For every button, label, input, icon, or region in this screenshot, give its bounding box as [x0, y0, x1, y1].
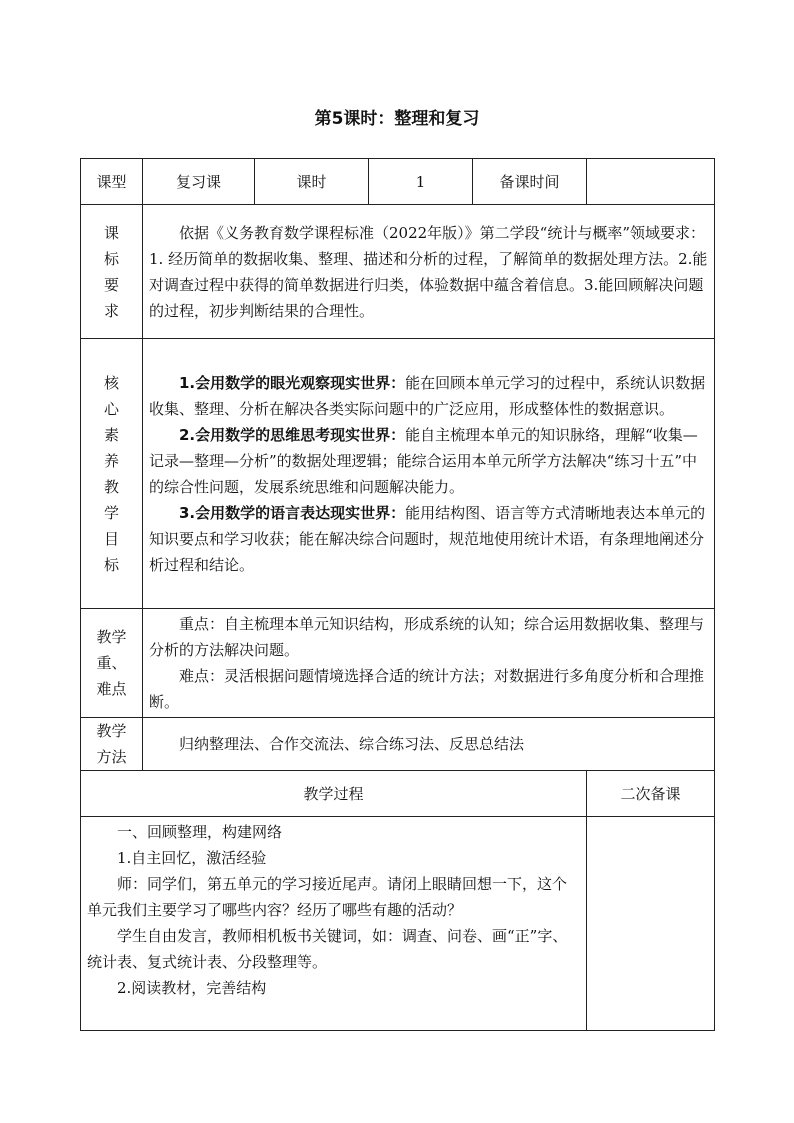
literacy-label: 核 心 素 养 教 学 目 标 — [81, 339, 143, 609]
second-prep-cell — [587, 817, 715, 1031]
methods-label: 教学 方法 — [81, 718, 143, 771]
page-title: 第5课时：整理和复习 — [314, 109, 480, 129]
curriculum-row — [81, 205, 715, 339]
curriculum-text: 依据《义务教育数学课程标准（2022年版）》第二学段“统计与概率”领域要求：1. 经历简单的数据收集、整理、描述和分析的过程，了解简单的数据处理方法。2.能对调查过程中获得的简单数据进行归类，体验数据中蕴含着信息。3.能回顾解决问题的过程，初步判断结果的合理性。 — [149, 223, 708, 320]
curriculum-label: 课 标 要 求 — [81, 205, 143, 339]
process-line: 学生自由发言，教师相机板书关键词，如：调查、问卷、画“正”字、统计表、复式统计表、分段整理等。 — [87, 927, 568, 971]
type-label: 课型 — [81, 159, 143, 205]
lesson-plan-table — [80, 158, 715, 1031]
process-line: 2.阅读教材，完善结构 — [117, 979, 267, 997]
second-prep-header: 二次备课 — [587, 771, 715, 817]
type-value: 复习课 — [143, 159, 255, 205]
hours-value: 1 — [369, 159, 473, 205]
hours-label: 课时 — [255, 159, 369, 205]
process-header: 教学过程 — [81, 771, 587, 817]
methods-text: 归纳整理法、合作交流法、综合练习法、反思总结法 — [179, 735, 525, 753]
curriculum-text-cell — [143, 205, 715, 339]
methods-text-cell — [143, 718, 715, 771]
process-body-row — [81, 817, 715, 1031]
key-points-label: 教学 重、 难点 — [81, 609, 143, 718]
literacy-item: 2.会用数学的思维思考现实世界：能自主梳理本单元的知识脉络，理解“收集—记录—整理—分析”的数据处理逻辑；能综合运用本单元所学方法解决“练习十五”中的综合性问题，发展系统思维和问题解决能力。 — [149, 425, 698, 496]
prep-time-value — [587, 159, 715, 205]
key-points-row — [81, 609, 715, 718]
literacy-row — [81, 339, 715, 609]
methods-row — [81, 718, 715, 771]
process-line: 1.自主回忆，激活经验 — [117, 849, 267, 867]
process-text-cell — [81, 817, 587, 1031]
literacy-text-cell — [143, 339, 715, 609]
header-row — [81, 159, 715, 205]
literacy-item: 1.会用数学的眼光观察现实世界：能在回顾本单元学习的过程中，系统认识数据收集、整理、分析在解决各类实际问题中的广泛应用，形成整体性的数据意识。 — [149, 373, 706, 418]
literacy-item: 3.会用数学的语言表达现实世界：能用结构图、语言等方式清晰地表达本单元的知识要点和学习收获；能在解决综合问题时，规范地使用统计术语，有条理地阐述分析过程和结论。 — [149, 503, 706, 574]
difficulty-text: 难点：灵活根据问题情境选择合适的统计方法；对数据进行多角度分析和合理推断。 — [149, 667, 705, 711]
process-line: 师：同学们，第五单元的学习接近尾声。请闭上眼睛回想一下，这个单元我们主要学习了哪些内容？经历了哪些有趣的活动？ — [87, 875, 568, 919]
key-points-text-cell — [143, 609, 715, 718]
process-line: 一、回顾整理，构建网络 — [117, 823, 283, 841]
process-header-row — [81, 771, 715, 817]
focus-text: 重点：自主梳理本单元知识结构，形成系统的认知；综合运用数据收集、整理与分析的方法解决问题。 — [149, 615, 705, 659]
prep-time-label: 备课时间 — [473, 159, 587, 205]
